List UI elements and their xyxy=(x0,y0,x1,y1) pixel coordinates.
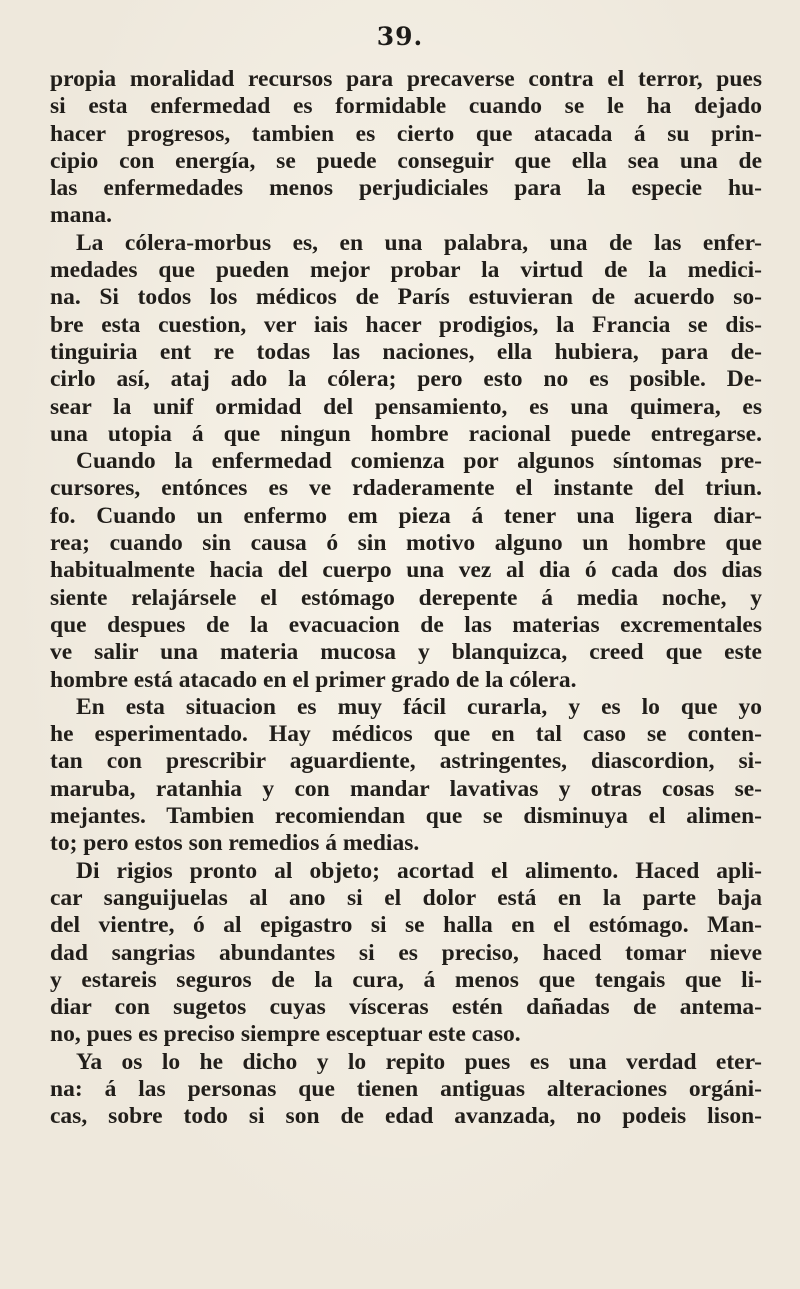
text-line: Di rigios pronto al objeto; acortad el alimento. Haced apli- xyxy=(76,857,762,884)
text-line: cirlo así, ataj ado la cólera; pero esto no es posible. De- xyxy=(50,366,762,393)
text-line: maruba, ratanhia y con mandar lavativas y otras cosas se- xyxy=(50,775,762,802)
text-line: ve salir una materia mucosa y blanquizca, creed que este xyxy=(50,639,762,666)
text-line: siente relajársele el estómago derepente á media noche, y xyxy=(50,584,762,611)
text-line: na: á las personas que tienen antiguas alteraciones orgáni- xyxy=(50,1075,762,1102)
text-line: que despues de la evacuacion de las materias excrementales xyxy=(50,611,762,638)
text-line: propia moralidad recursos para precaverse contra el terror, pues xyxy=(50,66,762,92)
text-line: cas, sobre todo si son de edad avanzada, no podeis lison- xyxy=(50,1103,762,1130)
text-line: si esta enfermedad es formidable cuando se le ha dejado xyxy=(50,93,762,120)
text-line: mejantes. Tambien recomiendan que se disminuya el alimen- xyxy=(50,803,762,830)
body-text xyxy=(50,66,762,1131)
text-line: tan con prescribir aguardiente, astringentes, diascordion, si- xyxy=(50,748,762,775)
text-line: tinguiria ent re todas las naciones, ella hubiera, para de- xyxy=(50,338,762,365)
text-line: dad sangrias abundantes si es preciso, haced tomar nieve xyxy=(50,939,762,966)
text-line: La cólera-morbus es, en una palabra, una de las enfer- xyxy=(76,229,762,256)
text-line: rea; cuando sin causa ó sin motivo alguno un hombre que xyxy=(50,530,762,557)
text-line: cipio con energía, se puede conseguir que ella sea una de xyxy=(50,147,762,174)
text-line: no, pues es preciso siempre esceptuar este caso. xyxy=(50,1021,521,1048)
text-line: En esta situacion es muy fácil curarla, y es lo que yo xyxy=(76,693,762,720)
text-line: to; pero estos son remedios á medias. xyxy=(50,830,420,857)
text-line: y estareis seguros de la cura, á menos que tengais que li- xyxy=(50,966,762,993)
text-line: medades que pueden mejor probar la virtud de la medici- xyxy=(50,257,762,284)
text-line: cursores, entónces es ve rdaderamente el instante del triun. xyxy=(50,475,762,502)
text-line: habitualmente hacia del cuerpo una vez al dia ó cada dos dias xyxy=(50,557,762,584)
text-line: sear la unif ormidad del pensamiento, es una quimera, es xyxy=(50,393,762,420)
text-line: na. Si todos los médicos de París estuvieran de acuerdo so- xyxy=(50,284,762,311)
text-line: fo. Cuando un enfermo em pieza á tener una ligera diar- xyxy=(50,502,762,529)
text-line: hombre está atacado en el primer grado de la cólera. xyxy=(50,666,577,693)
text-line: bre esta cuestion, ver iais hacer prodigios, la Francia se dis- xyxy=(50,311,762,338)
text-line: he esperimentado. Hay médicos que en tal caso se conten- xyxy=(50,721,762,748)
text-line: Cuando la enfermedad comienza por algunos síntomas pre- xyxy=(76,448,762,475)
text-line: hacer progresos, tambien es cierto que atacada á su prin- xyxy=(50,120,762,147)
page-number: 39. xyxy=(376,22,424,51)
text-line: una utopia á que ningun hombre racional puede entregarse. xyxy=(50,420,762,447)
text-line: mana. xyxy=(50,202,113,229)
text-line: del vientre, ó al epigastro si se halla en el estómago. Man- xyxy=(50,912,762,939)
text-line: car sanguijuelas al ano si el dolor está en la parte baja xyxy=(50,884,762,911)
text-line: Ya os lo he dicho y lo repito pues es una verdad eter- xyxy=(76,1048,762,1075)
text-line: diar con sugetos cuyas vísceras estén dañadas de antema- xyxy=(50,994,762,1021)
text-line: las enfermedades menos perjudiciales para la especie hu- xyxy=(50,175,762,202)
